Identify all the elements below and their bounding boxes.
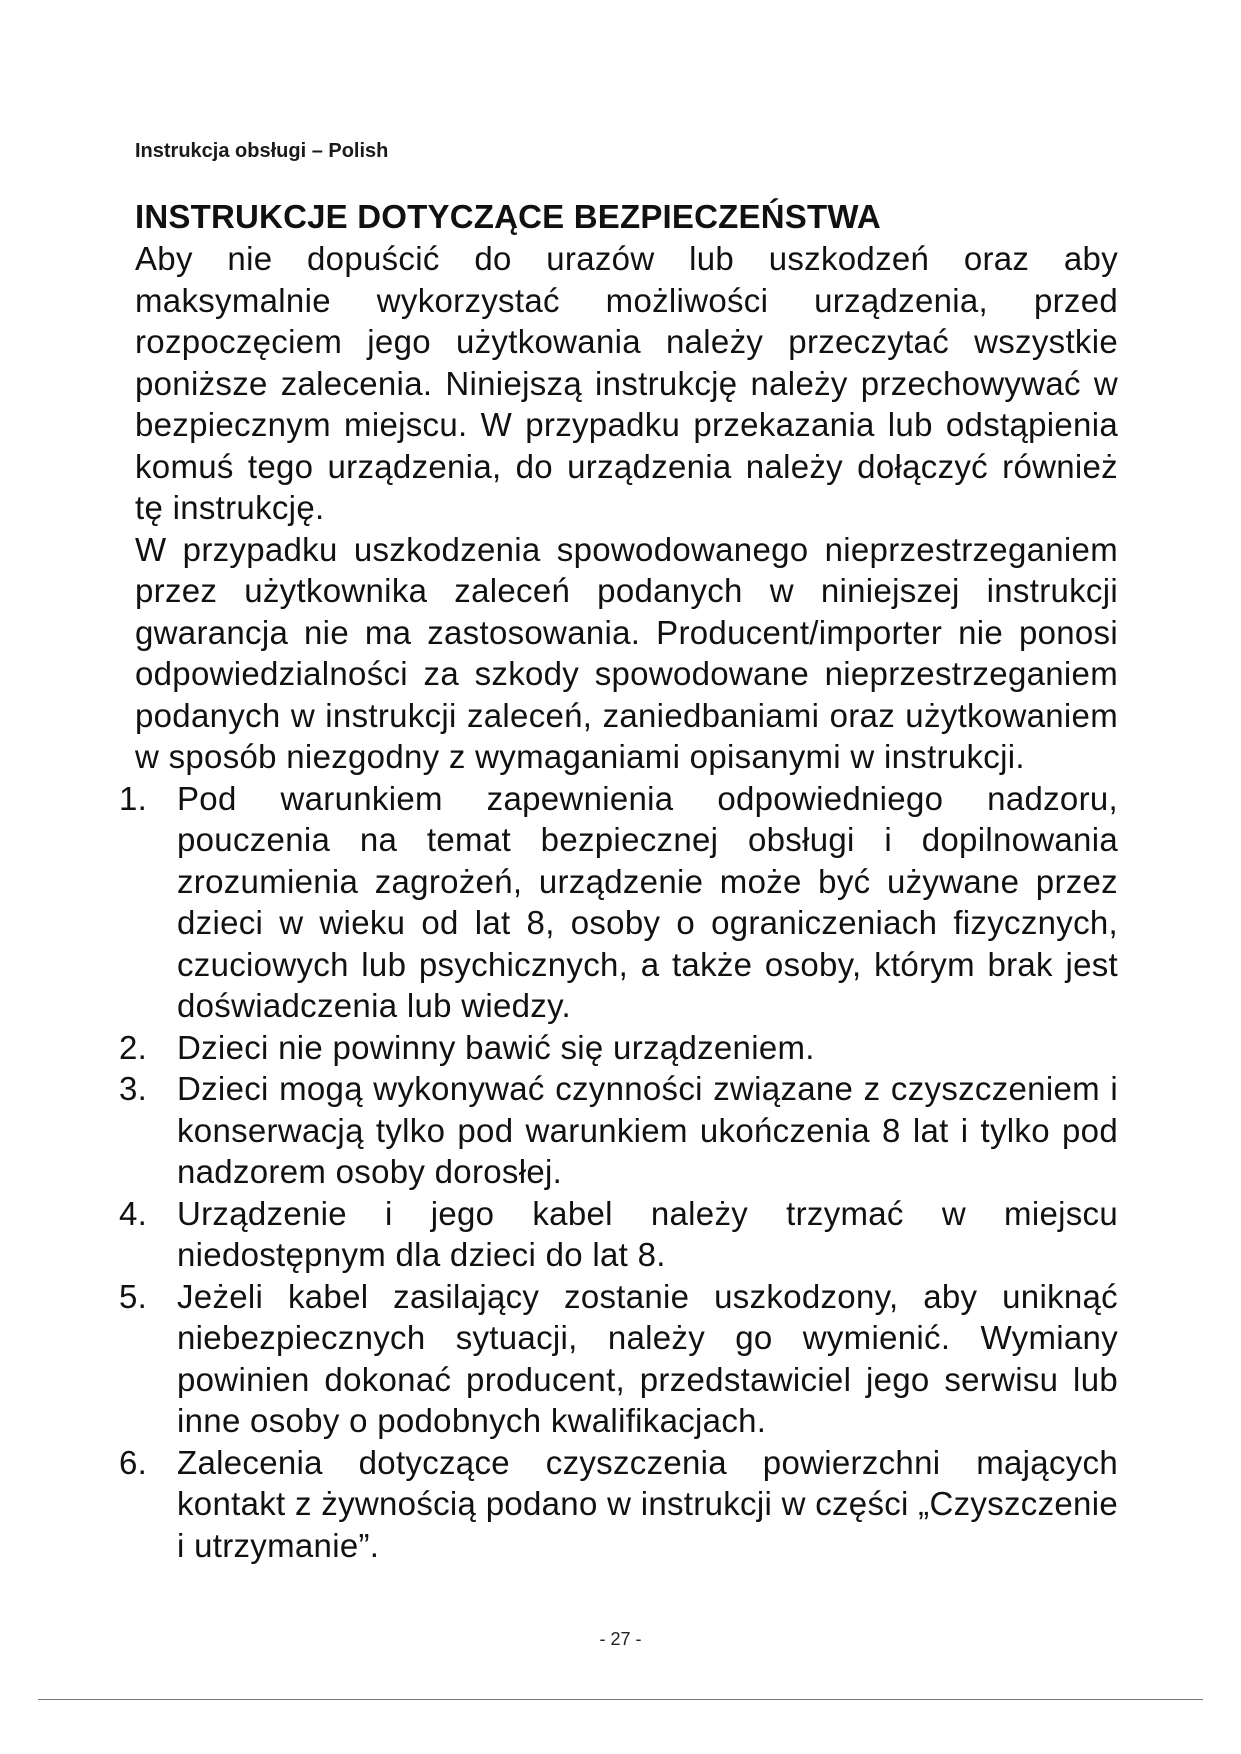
footer-divider bbox=[38, 1699, 1203, 1700]
list-item-text: Pod warunkiem zapewnienia odpowiedniego nadzoru, pouczenia na temat bezpiecznej obsługi i dopilnowania zrozumienia zagrożeń, urządzenie może być używane przez dzieci w wieku od lat 8, osoby o ograniczeniach fizycznych, czuciowych lub psychicznych, a także osoby, którym brak jest doświadczenia lub wiedzy. bbox=[177, 779, 1118, 1024]
list-item bbox=[119, 1276, 1118, 1442]
list-item-number: 2. bbox=[119, 1028, 148, 1066]
list-item-text: Jeżeli kabel zasilający zostanie uszkodzony, aby uniknąć niebezpiecznych sytuacji, należy go wymienić. Wymiany powinien dokonać producent, przedstawiciel jego serwisu lub inne osoby o podobnych kwalifikacjach. bbox=[177, 1277, 1118, 1439]
list-item bbox=[119, 778, 1118, 1027]
list-item-number: 5. bbox=[119, 1277, 148, 1315]
list-item-number: 1. bbox=[119, 779, 148, 817]
list-item bbox=[119, 1193, 1118, 1276]
running-header: Instrukcja obsługi – Polish bbox=[135, 140, 389, 162]
warranty-paragraph: W przypadku uszkodzenia spowodowanego nieprzestrzeganiem przez użytkownika zaleceń podanych w niniejszej instrukcji gwarancja nie ma zastosowania. Producent/importer nie ponosi odpowiedzialności za szkody spowodowane nieprzestrzeganiem podanych w instrukcji zaleceń, zaniedbaniami oraz użytkowaniem w sposób niezgodny z wymaganiami opisanymi w instrukcji. bbox=[135, 530, 1118, 775]
list-item-text: Urządzenie i jego kabel należy trzymać w miejscu niedostępnym dla dzieci do lat 8. bbox=[177, 1194, 1118, 1273]
list-item-number: 6. bbox=[119, 1443, 148, 1481]
safety-instructions-list bbox=[119, 778, 1118, 1567]
list-item-text: Zalecenia dotyczące czyszczenia powierzchni mających kontakt z żywnością podano w instrukcji w części „Czyszczenie i utrzymanie”. bbox=[177, 1443, 1118, 1564]
intro-paragraph: Aby nie dopuścić do urazów lub uszkodzeń oraz aby maksymalnie wykorzystać możliwości urządzenia, przed rozpoczęciem jego użytkowania należy przeczytać wszystkie poniższe zalecenia. Niniejszą instrukcję należy przechowywać w bezpiecznym miejscu. W przypadku przekazania lub odstąpienia komuś tego urządzenia, do urządzenia należy dołączyć również tę instrukcję. bbox=[135, 240, 1118, 526]
list-item bbox=[119, 1068, 1118, 1193]
list-item bbox=[119, 1027, 1118, 1069]
list-item-text: Dzieci nie powinny bawić się urządzeniem. bbox=[177, 1028, 815, 1066]
list-item-number: 4. bbox=[119, 1194, 148, 1232]
list-item-text: Dzieci mogą wykonywać czynności związane z czyszczeniem i konserwacją tylko pod warunkiem ukończenia 8 lat i tylko pod nadzorem osoby dorosłej. bbox=[177, 1070, 1118, 1190]
list-item bbox=[119, 1442, 1118, 1567]
section-title: INSTRUKCJE DOTYCZĄCE BEZPIECZEŃSTWA bbox=[135, 198, 881, 235]
safety-section bbox=[119, 196, 1118, 1566]
page-number: - 27 - bbox=[599, 1629, 642, 1649]
list-item-number: 3. bbox=[119, 1070, 148, 1107]
